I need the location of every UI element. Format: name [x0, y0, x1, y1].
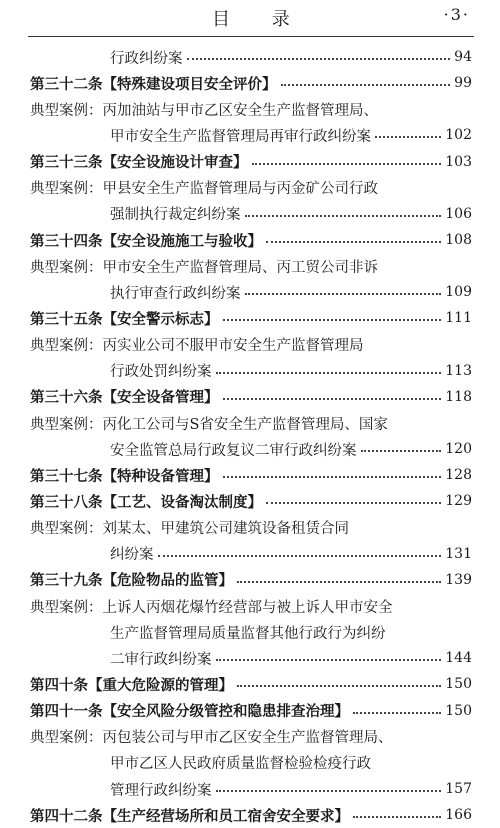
toc-line — [30, 674, 472, 695]
toc-entry-title: 甲市安全生产监督管理局再审行政纠纷案 — [110, 128, 371, 145]
toc-line — [30, 308, 472, 329]
dot-leader — [281, 74, 451, 86]
toc-case-entry[interactable] — [0, 96, 500, 122]
toc-entry-title: 甲市乙区人民政府质量监督检验检疫行政 — [110, 756, 371, 773]
toc-line — [110, 282, 472, 303]
dot-leader — [375, 126, 441, 138]
toc-page-number: 109 — [445, 284, 472, 301]
toc-line — [30, 334, 472, 355]
toc-continuation-line[interactable] — [0, 122, 500, 148]
toc-line — [30, 177, 472, 198]
toc-entry-title: 纠纷案 — [110, 547, 154, 564]
dot-leader — [237, 675, 441, 687]
toc-line — [30, 700, 472, 721]
toc-entry-title: 典型案例：上诉人丙烟花爆竹经营部与被上诉人甲市安全 — [30, 599, 393, 616]
toc-case-entry[interactable] — [0, 724, 500, 750]
toc-article-entry[interactable] — [0, 802, 500, 828]
toc-page-number: 111 — [445, 310, 472, 327]
toc-entry-title: 典型案例：丙加油站与甲市乙区安全生产监督管理局、 — [30, 102, 378, 119]
toc-line — [110, 779, 472, 800]
toc-line — [110, 752, 472, 773]
toc-entry-title: 典型案例：甲市安全生产监督管理局、丙工贸公司非诉 — [30, 259, 378, 276]
toc-continuation-line[interactable] — [0, 541, 500, 567]
toc-case-entry[interactable] — [0, 332, 500, 358]
toc-entry-title: 典型案例：丙实业公司不服甲市安全生产监督管理局 — [30, 338, 364, 355]
toc-entry-title: 第四十一条【安全风险分级管控和隐患排查治理】 — [30, 704, 349, 721]
toc-case-entry[interactable] — [0, 253, 500, 279]
toc-article-entry[interactable] — [0, 462, 500, 488]
header-page-number: ·3· — [443, 5, 470, 24]
page-header — [0, 0, 500, 44]
dot-leader — [266, 231, 441, 243]
toc-page-number: 150 — [445, 676, 472, 693]
toc-case-entry[interactable] — [0, 410, 500, 436]
toc-line — [30, 413, 472, 434]
dot-leader — [158, 545, 442, 557]
toc-entry-title: 典型案例：丙包装公司与甲市乙区安全生产监督管理局、 — [30, 730, 393, 747]
toc-article-entry[interactable] — [0, 305, 500, 331]
toc-continuation-line[interactable] — [0, 201, 500, 227]
toc-entry-title: 典型案例：刘某太、甲建筑公司建筑设备租赁合同 — [30, 521, 349, 538]
toc-line — [110, 47, 472, 68]
toc-line — [30, 99, 472, 120]
header-title: 目 录 — [212, 9, 308, 30]
toc-page-number: 94 — [454, 49, 472, 66]
toc-page-number: 157 — [445, 781, 472, 797]
dot-leader — [223, 309, 442, 321]
toc-entry-title: 第三十八条【工艺、设备淘汰制度】 — [30, 494, 262, 511]
toc-line — [30, 726, 472, 747]
toc-line — [30, 73, 472, 94]
dot-leader — [353, 806, 441, 818]
toc-entry-title: 第三十二条【特殊建设项目安全评价】 — [30, 76, 277, 93]
toc-entry-title: 安全监管总局行政复议二审行政纠纷案 — [110, 442, 357, 459]
toc-continuation-line[interactable] — [0, 619, 500, 645]
toc-article-entry[interactable] — [0, 698, 500, 724]
toc-entry-title: 执行审查行政纠纷案 — [110, 285, 241, 302]
toc-page-number: 128 — [445, 467, 472, 484]
toc-entry-title: 强制执行裁定纠纷案 — [110, 207, 241, 224]
toc-line — [110, 439, 472, 460]
toc-line — [30, 230, 472, 251]
toc-line — [30, 596, 472, 617]
dot-leader — [216, 362, 442, 374]
toc-entry-title: 生产监督管理局质量监督其他行政行为纠纷 — [110, 625, 386, 642]
toc-page-number: 120 — [445, 441, 472, 458]
toc-page-number: 102 — [445, 127, 472, 144]
toc-continuation-line[interactable] — [0, 279, 500, 305]
toc-article-entry[interactable] — [0, 671, 500, 697]
toc-page-number: 139 — [445, 571, 472, 588]
toc-page-number: 144 — [445, 650, 472, 667]
toc-entry-title: 第四十条【重大危险源的管理】 — [30, 677, 233, 694]
toc-line — [30, 517, 472, 538]
toc-continuation-line[interactable] — [0, 436, 500, 462]
dot-leader — [216, 780, 442, 792]
toc-line — [110, 360, 472, 381]
dot-leader — [252, 153, 442, 165]
toc-entry-title: 第三十五条【安全警示标志】 — [30, 311, 219, 328]
toc-page-number: 99 — [454, 75, 472, 92]
dot-leader — [361, 440, 442, 452]
toc-line — [110, 203, 472, 224]
toc-continuation-line[interactable] — [0, 44, 500, 70]
toc-case-entry[interactable] — [0, 515, 500, 541]
table-of-contents — [0, 44, 500, 828]
dot-leader — [266, 492, 441, 504]
toc-entry-title: 典型案例：丙化工公司与S省安全生产监督管理局、国家 — [30, 416, 388, 433]
toc-page-number: 118 — [445, 388, 472, 405]
toc-article-entry[interactable] — [0, 70, 500, 96]
toc-article-entry[interactable] — [0, 149, 500, 175]
toc-entry-title: 第三十三条【安全设施设计审查】 — [30, 155, 248, 172]
toc-article-entry[interactable] — [0, 567, 500, 593]
toc-entry-title: 管理行政纠纷案 — [110, 782, 212, 799]
toc-entry-title: 行政处罚纠纷案 — [110, 364, 212, 381]
toc-page-number: 106 — [445, 205, 472, 222]
toc-page-number: 131 — [445, 545, 472, 562]
toc-case-entry[interactable] — [0, 593, 500, 619]
toc-case-entry[interactable] — [0, 175, 500, 201]
dot-leader — [223, 466, 442, 478]
toc-article-entry[interactable] — [0, 488, 500, 514]
header-rule — [28, 36, 474, 37]
toc-line — [110, 648, 472, 669]
toc-line — [30, 256, 472, 277]
dot-leader — [187, 48, 451, 60]
toc-line — [30, 491, 472, 512]
toc-entry-title: 第三十四条【安全设施施工与验收】 — [30, 233, 262, 250]
toc-article-entry[interactable] — [0, 384, 500, 410]
toc-entry-title: 典型案例：甲县安全生产监督管理局与丙金矿公司行政 — [30, 181, 378, 198]
toc-line — [110, 543, 472, 564]
toc-line — [110, 622, 472, 643]
dot-leader — [245, 205, 442, 217]
toc-line — [30, 569, 472, 590]
toc-line — [110, 125, 472, 146]
toc-continuation-line[interactable] — [0, 776, 500, 802]
dot-leader — [353, 702, 441, 714]
toc-line — [30, 386, 472, 407]
toc-page-number: 103 — [445, 153, 472, 170]
toc-page-number: 150 — [445, 702, 472, 719]
toc-continuation-line[interactable] — [0, 358, 500, 384]
toc-entry-title: 第三十六条【安全设备管理】 — [30, 390, 219, 407]
toc-page-number: 129 — [445, 493, 472, 510]
dot-leader — [216, 649, 442, 661]
toc-continuation-line[interactable] — [0, 645, 500, 671]
toc-page-number: 113 — [445, 362, 472, 379]
toc-entry-title: 第四十二条【生产经营场所和员工宿舍安全要求】 — [30, 808, 349, 825]
dot-leader — [237, 571, 441, 583]
toc-line — [30, 151, 472, 172]
toc-continuation-line[interactable] — [0, 750, 500, 776]
dot-leader — [245, 283, 442, 295]
toc-entry-title: 行政纠纷案 — [110, 50, 183, 67]
toc-page-number: 166 — [445, 807, 472, 824]
toc-entry-title: 第三十七条【特种设备管理】 — [30, 468, 219, 485]
toc-article-entry[interactable] — [0, 227, 500, 253]
dot-leader — [223, 388, 442, 400]
toc-page-number: 108 — [445, 232, 472, 249]
toc-entry-title: 第三十九条【危险物品的监管】 — [30, 573, 233, 590]
toc-line — [30, 805, 472, 826]
toc-line — [30, 465, 472, 486]
toc-entry-title: 二审行政纠纷案 — [110, 651, 212, 668]
